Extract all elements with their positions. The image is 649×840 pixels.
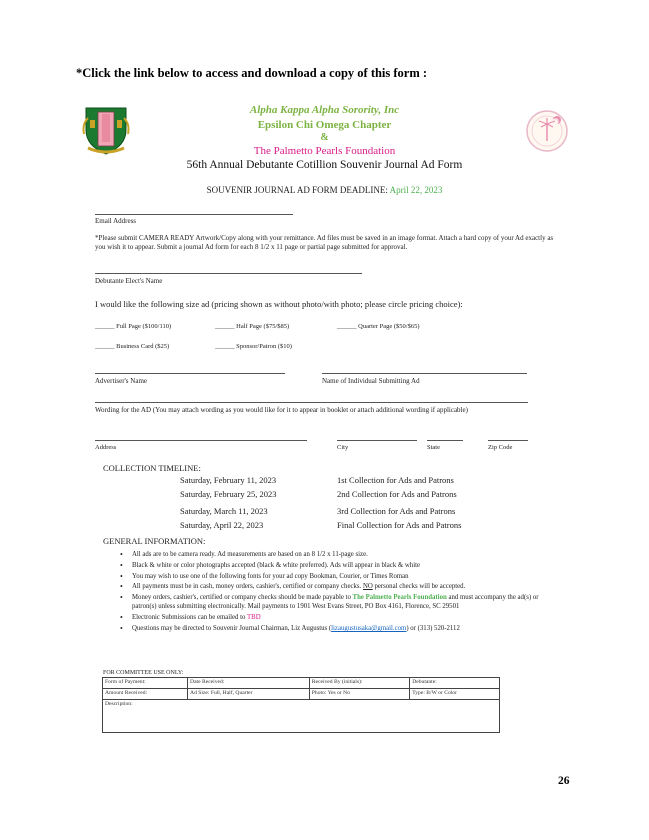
committee-table [102,677,500,733]
timeline-date-4: Saturday, April 22, 2023 [180,520,264,530]
city-label: City [337,444,349,451]
address-line[interactable] [95,440,307,441]
timeline-desc-3: 3rd Collection for Ads and Patrons [337,506,456,516]
cell-description[interactable]: Description: [103,700,500,733]
wording-line[interactable] [95,402,528,403]
advertiser-line[interactable] [95,373,285,374]
table-row [103,678,500,689]
business-card-option[interactable]: ______ Business Card ($25) [95,343,170,350]
general-item: • All ads are to be camera ready. Ad measurements are based on an 8 1/2 x 11-page size. [132,550,543,559]
debutante-line[interactable] [95,273,362,274]
cell-received-by[interactable]: Received By (initials): [309,678,409,689]
deadline-date: April 22, 2023 [389,185,443,195]
zip-line[interactable] [488,440,528,441]
zip-label: Zip Code [488,444,513,451]
general-title: GENERAL INFORMATION: [103,536,206,546]
quarter-page-option[interactable]: ______ Quarter Page ($50/$65) [337,323,420,330]
ampersand: & [320,132,329,143]
cell-ad-size[interactable]: Ad Size: Full, Half, Quarter [188,689,310,700]
advertiser-label: Advertiser's Name [95,377,147,385]
size-prompt: I would like the following size ad (pricing shown as without photo/with photo; please circle pricing choice): [95,299,463,309]
cell-debutante[interactable]: Debutante: [410,678,500,689]
address-label: Address [95,444,117,451]
cell-type[interactable]: Type: B/W or Color [410,689,500,700]
debutante-label: Debutante Elect's Name [95,277,163,285]
form-title: 56th Annual Debutante Cotillion Souvenir Journal Ad Form [186,159,463,171]
deadline-line [0,185,649,195]
payee-name: The Palmetto Pearls Foundation [352,594,447,602]
chapter-name: Epsilon Chi Omega Chapter [257,119,392,131]
timeline-title: COLLECTION TIMELINE: [103,463,201,473]
full-page-option[interactable]: ______ Full Page ($100/110) [95,323,172,330]
org-name: Alpha Kappa Alpha Sorority, Inc [249,104,400,116]
foundation-name: The Palmetto Pearls Foundation [253,145,396,157]
timeline-date-1: Saturday, February 11, 2023 [180,475,277,485]
general-item: • Questions may be directed to Souvenir Journal Chairman, Liz Augustus (lizaugustusaka@gmail.com) or (313) 520-2112 [132,624,543,633]
tbd-text: TBD [247,614,261,622]
table-row [103,700,500,733]
timeline-date-3: Saturday, March 11, 2023 [180,506,268,516]
cell-photo[interactable]: Photo: Yes or No [309,689,409,700]
page-number: 26 [558,775,570,787]
half-page-option[interactable]: ______ Half Page ($75/$85) [215,323,290,330]
intro-text: *Click the link below to access and download a copy of this form : [76,66,428,80]
general-item: • You may wish to use one of the following fonts for your ad copy Bookman, Courier, or Times Roman [132,572,543,581]
sponsor-option[interactable]: ______ Sponsor/Patron ($10) [215,343,292,350]
submitter-line[interactable] [322,373,527,374]
general-item: • All payments must be in cash, money orders, cashier's, certified or company checks. NO personal checks will be accepted. [132,582,543,591]
instructions-text: *Please submit CAMERA READY Artwork/Copy along with your remittance. Ad files must be saved in an image format. Attach a hard copy of your Ad exactly as you wish it to appear. Submit a journal Ad form for each 8 1/2 x 11 page or partial page submitted for approval. [95,234,554,251]
timeline-desc-1: 1st Collection for Ads and Patrons [337,475,454,485]
cell-form-of-payment[interactable]: Form of Payment: [103,678,188,689]
general-item: • Money orders, cashier's, certified or company checks should be made payable to The Palmetto Pearls Foundation and must accompany the ad(s) or patron(s) unless submitting electronically. Mail payments to 1901 West Evans Street, PO Box 4161, Florence, SC 29501 [132,593,543,612]
cell-amount-received[interactable]: Amount Received: [103,689,188,700]
email-label: Email Address [95,217,137,225]
wording-label: Wording for the AD (You may attach wording as you would like for it to appear in booklet or attach additional wording if applicable) [95,406,468,414]
state-line[interactable] [427,440,463,441]
timeline-desc-2: 2nd Collection for Ads and Patrons [337,489,457,499]
general-item: • Black & white or color photographs accepted (black & white preferred). Ads will appear in black & white [132,561,543,570]
general-item: • Electronic Submissions can be emailed to TBD [132,613,543,622]
committee-title: FOR COMMITTEE USE ONLY: [103,670,184,676]
general-list [118,550,543,635]
submitter-label: Name of Individual Submitting Ad [322,377,420,385]
cell-date-received[interactable]: Date Received: [188,678,310,689]
timeline-date-2: Saturday, February 25, 2023 [180,489,277,499]
deadline-label: SOUVENIR JOURNAL AD FORM DEADLINE: [206,185,390,195]
email-line[interactable] [95,214,293,215]
table-row [103,689,500,700]
city-line[interactable] [337,440,417,441]
chairman-email-link[interactable]: lizaugustusaka@gmail.com [331,625,407,633]
state-label: State [427,444,440,451]
timeline-desc-4: Final Collection for Ads and Patrons [337,520,462,530]
